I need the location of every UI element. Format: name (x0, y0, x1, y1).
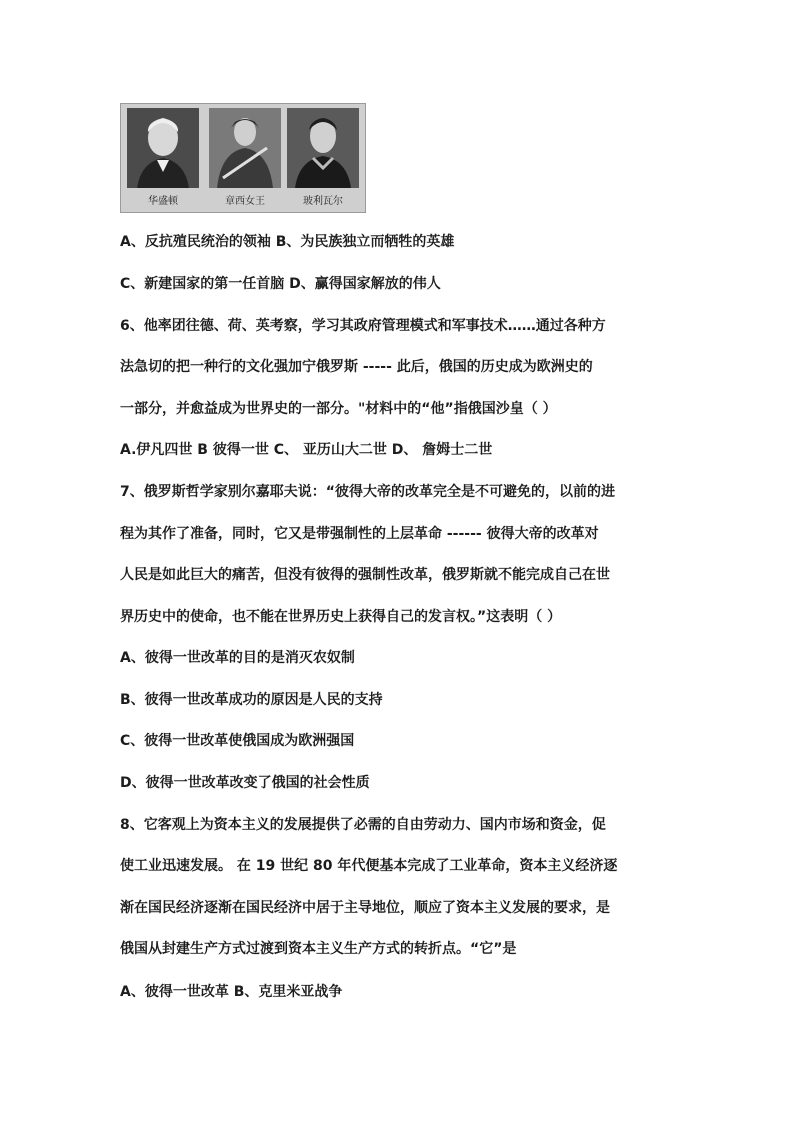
q7-text-line-4: 界历史中的使命，也不能在世界历史上获得自己的发言权。”这表明（ ） (120, 609, 562, 625)
q6-text-line-2: 法急切的把一种行的文化强加宁俄罗斯 ----- 此后，俄国的历史成为欧洲史的 (120, 359, 593, 375)
q7-text-line-1: 7、俄罗斯哲学家别尔嘉耶夫说：“彼得大帝的改革完全是不可避免的，以前的进 (120, 484, 615, 500)
q7-text-line-2: 程为其作了准备，同时，它又是带强制性的上层革命 ------ 彼得大帝的改革对 (120, 526, 599, 542)
caption-bolivar: 玻利瓦尔 (303, 196, 343, 207)
q7-option-b: B、彼得一世改革成功的原因是人民的支持 (120, 692, 383, 708)
washington-portrait (127, 108, 199, 188)
caption-washington: 华盛顿 (148, 196, 178, 207)
q5-options-ab: A、反抗殖民统治的领袖 B、为民族独立而牺牲的英雄 (120, 234, 455, 250)
q8-text-line-3: 渐在国民经济逐渐在国民经济中居于主导地位，顺应了资本主义发展的要求，是 (120, 900, 610, 916)
q8-text-line-1: 8、它客观上为资本主义的发展提供了必需的自由劳动力、国内市场和资金，促 (120, 817, 606, 833)
q8-text-line-4: 俄国从封建生产方式过渡到资本主义生产方式的转折点。“它”是 (120, 941, 517, 957)
bolivar-portrait (287, 108, 359, 188)
q6-text-line-1: 6、他率团往德、荷、英考察，学习其政府管理模式和军事技术……通过各种方 (120, 318, 606, 334)
caption-rani: 章西女王 (225, 196, 265, 207)
q6-options: A.伊凡四世 B 彼得一世 C、 亚历山大二世 D、 詹姆士二世 (120, 442, 493, 458)
rani-portrait (209, 108, 281, 188)
portrait-figure (120, 103, 366, 213)
q8-options: A、彼得一世改革 B、克里米亚战争 (120, 984, 343, 1000)
q7-option-a: A、彼得一世改革的目的是消灭农奴制 (120, 650, 355, 666)
q7-text-line-3: 人民是如此巨大的痛苦，但没有彼得的强制性改革，俄罗斯就不能完成自己在世 (120, 567, 610, 583)
q5-options-cd: C、新建国家的第一任首脑 D、赢得国家解放的伟人 (120, 276, 441, 292)
q8-text-line-2: 使工业迅速发展。 在 19 世纪 80 年代便基本完成了工业革命，资本主义经济逐 (120, 858, 618, 874)
q6-text-line-3: 一部分，并愈益成为世界史的一部分。"材料中的“他”指俄国沙皇（ ） (120, 401, 557, 417)
q7-option-d: D、彼得一世改革改变了俄国的社会性质 (120, 775, 370, 791)
q7-option-c: C、彼得一世改革使俄国成为欧洲强国 (120, 733, 355, 749)
